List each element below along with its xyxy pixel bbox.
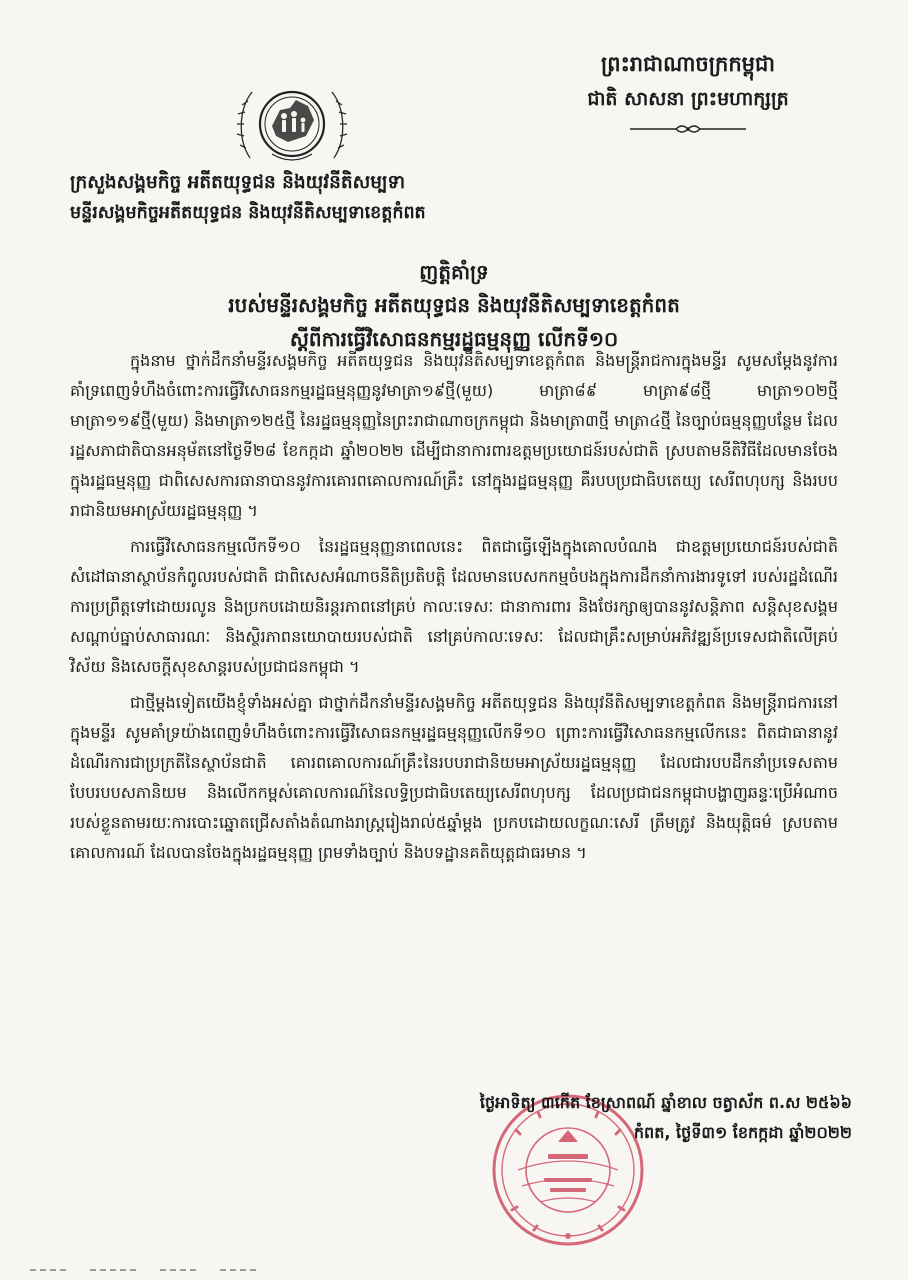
document-subject: ស្តីពីការធ្វើវិសោធនកម្មរដ្ឋធម្មនុញ្ញ លើកទី១០ — [289, 327, 619, 351]
ministry-block — [70, 168, 426, 228]
ornament-divider-icon — [628, 122, 748, 136]
solar-date: កំពត, ថ្ងៃទី៣១ ខែកក្កដា ឆ្នាំ២០២២ — [633, 1123, 852, 1142]
paragraph: ការធ្វើវិសោធនកម្មលើកទី១០ នៃរដ្ឋធម្មនុញ្ញនាពេលនេះ ពិតជាធ្វើឡើងក្នុងគោលបំណង ជាឧត្តមប្រយោជន៍របស់ជាតិ សំដៅធានាស្ថាប័នកំពូលរបស់ជាតិ ជាពិសេសអំណាចនីតិប្រតិបត្តិ ដែលមានបេសកកម្មចំបងក្នុងការដឹកនាំការងារទូទៅ របស់រដ្ឋដំណើរការប្រព្រឹត្តទៅដោយរលូន និងប្រកបដោយនិរន្តរភាពនៅគ្រប់ កាលៈទេសៈ ជានាការពារ និងថែរក្សាឲ្យបាននូវសន្តិភាព សន្តិសុខសង្គម សណ្តាប់ធ្នាប់សាធារណៈ និងស្ថិរភាពនយោបាយរបស់ជាតិ នៅគ្រប់កាលៈទេសៈ ដែលជាគ្រឹះសម្រាប់អភិវឌ្ឍន៍ប្រទេសជាតិលើគ្រប់វិស័យ និងសេចក្តីសុខសាន្តរបស់ប្រជាជនកម្ពុជា ។ — [70, 537, 838, 676]
document-body — [70, 346, 838, 874]
national-motto: ជាតិ សាសនា ព្រះមហាក្សត្រ — [587, 88, 789, 110]
paragraph: ជាថ្មីម្តងទៀតយើងខ្ញុំទាំងអស់គ្នា ជាថ្នាក់ដឹកនាំមន្ទីរសង្គមកិច្ច អតីតយុទ្ធជន និងយុវនីតិសម្បទាខេត្តកំពត និងមន្ត្រីរាជការនៅក្នុងមន្ទីរ សូមគាំទ្រយ៉ាងពេញទំហឹងចំពោះការធ្វើវិសោធនកម្មរដ្ឋធម្មនុញ្ញលើកទី១០ ព្រោះការធ្វើវិសោធនកម្មលើកនេះ ពិតជាធានានូវដំណើរការជាប្រក្រតីនៃស្ថាប័នជាតិ គោរពគោលការណ៍គ្រឹះនៃរបបរាជានិយមអាស្រ័យរដ្ឋធម្មនុញ្ញ ដែលជារបបដឹកនាំប្រទេសតាមបែបរបបសភានិយម និងលើកកម្ពស់គោលការណ៍នៃលទ្ធិប្រជាធិបតេយ្យសេរីពហុបក្ស ដែលប្រជាជនកម្ពុជាបង្ហាញឆន្ទៈប្រើអំណាចរបស់ខ្លួនតាមរយៈការបោះឆ្នោតជ្រើសតាំងតំណាងរាស្ត្ររៀងរាល់៥ឆ្នាំម្តង ប្រកបដោយលក្ខណៈសេរី ត្រឹមត្រូវ និងយុត្តិធម៌ ស្របតាមគោលការណ៍ ដែលបានចែងក្នុងរដ្ឋធម្មនុញ្ញ ព្រមទាំងច្បាប់ និងបទដ្ឋានគតិយុត្តជាធរមាន ។ — [70, 693, 838, 862]
paragraph: ក្នុងនាម ថ្នាក់ដឹកនាំមន្ទីរសង្គមកិច្ច អតីតយុទ្ធជន និងយុវនីតិសម្បទាខេត្តកំពត និងមន្ត្រីរាជការក្នុងមន្ទីរ សូមសម្តែងនូវការគាំទ្រពេញទំហឹងចំពោះការធ្វើវិសោធនកម្មរដ្ឋធម្មនុញ្ញនូវមាត្រា១៩ថ្មី(មួយ) មាត្រា៨៩ មាត្រា៩៨ថ្មី មាត្រា១០២ថ្មី មាត្រា១១៩ថ្មី(មួយ) និងមាត្រា១២៥ថ្មី នៃរដ្ឋធម្មនុញ្ញនៃព្រះរាជាណាចក្រកម្ពុជា និងមាត្រា៣ថ្មី មាត្រា៤ថ្មី នៃច្បាប់ធម្មនុញ្ញបន្ថែម ដែលរដ្ឋសភាជាតិបានអនុម័តនៅថ្ងៃទី២៨ ខែកក្កដា ឆ្នាំ២០២២ ដើម្បីជានាការពារឧត្តមប្រយោជន៍របស់ជាតិ ស្របតាមនីតិវិធីដែលមានចែងក្នុងរដ្ឋធម្មនុញ្ញ ជាពិសេសការធានាបាននូវការគោរពគោលការណ៍គ្រឹះ នៅក្នុងរដ្ឋធម្មនុញ្ញ គឺរបបប្រជាធិបតេយ្យ សេរីពហុបក្ស និងរបបរាជានិយមអាស្រ័យរដ្ឋធម្មនុញ្ញ ។ — [70, 351, 838, 520]
document-title: ញត្តិគាំទ្រ — [419, 260, 489, 284]
kingdom-name: ព្រះរាជាណាចក្រកម្ពុជា — [600, 52, 775, 76]
department-name: មន្ទីរសង្គមកិច្ចអតីតយុទ្ធជន និងយុវនីតិសម្បទាខេត្តកំពត — [70, 203, 426, 223]
document-title-block — [0, 256, 908, 356]
ministry-logo-icon — [232, 70, 352, 170]
document-subtitle: របស់មន្ទីរសង្គមកិច្ច អតីតយុទ្ធជន និងយុវនីតិសម្បទាខេត្តកំពត — [228, 293, 680, 317]
lunar-date: ថ្ងៃអាទិត្យ ៣កើត ខែស្រាពណ៍ ឆ្នាំខាល ចត្វាស័ក ព.ស ២៥៦៦ — [479, 1093, 852, 1112]
kingdom-header — [538, 46, 838, 140]
page-edge-mark-icon — [30, 1266, 270, 1274]
date-block — [382, 1088, 852, 1148]
ministry-name: ក្រសួងសង្គមកិច្ច អតីតយុទ្ធជន និងយុវនីតិសម្បទា — [70, 172, 406, 193]
